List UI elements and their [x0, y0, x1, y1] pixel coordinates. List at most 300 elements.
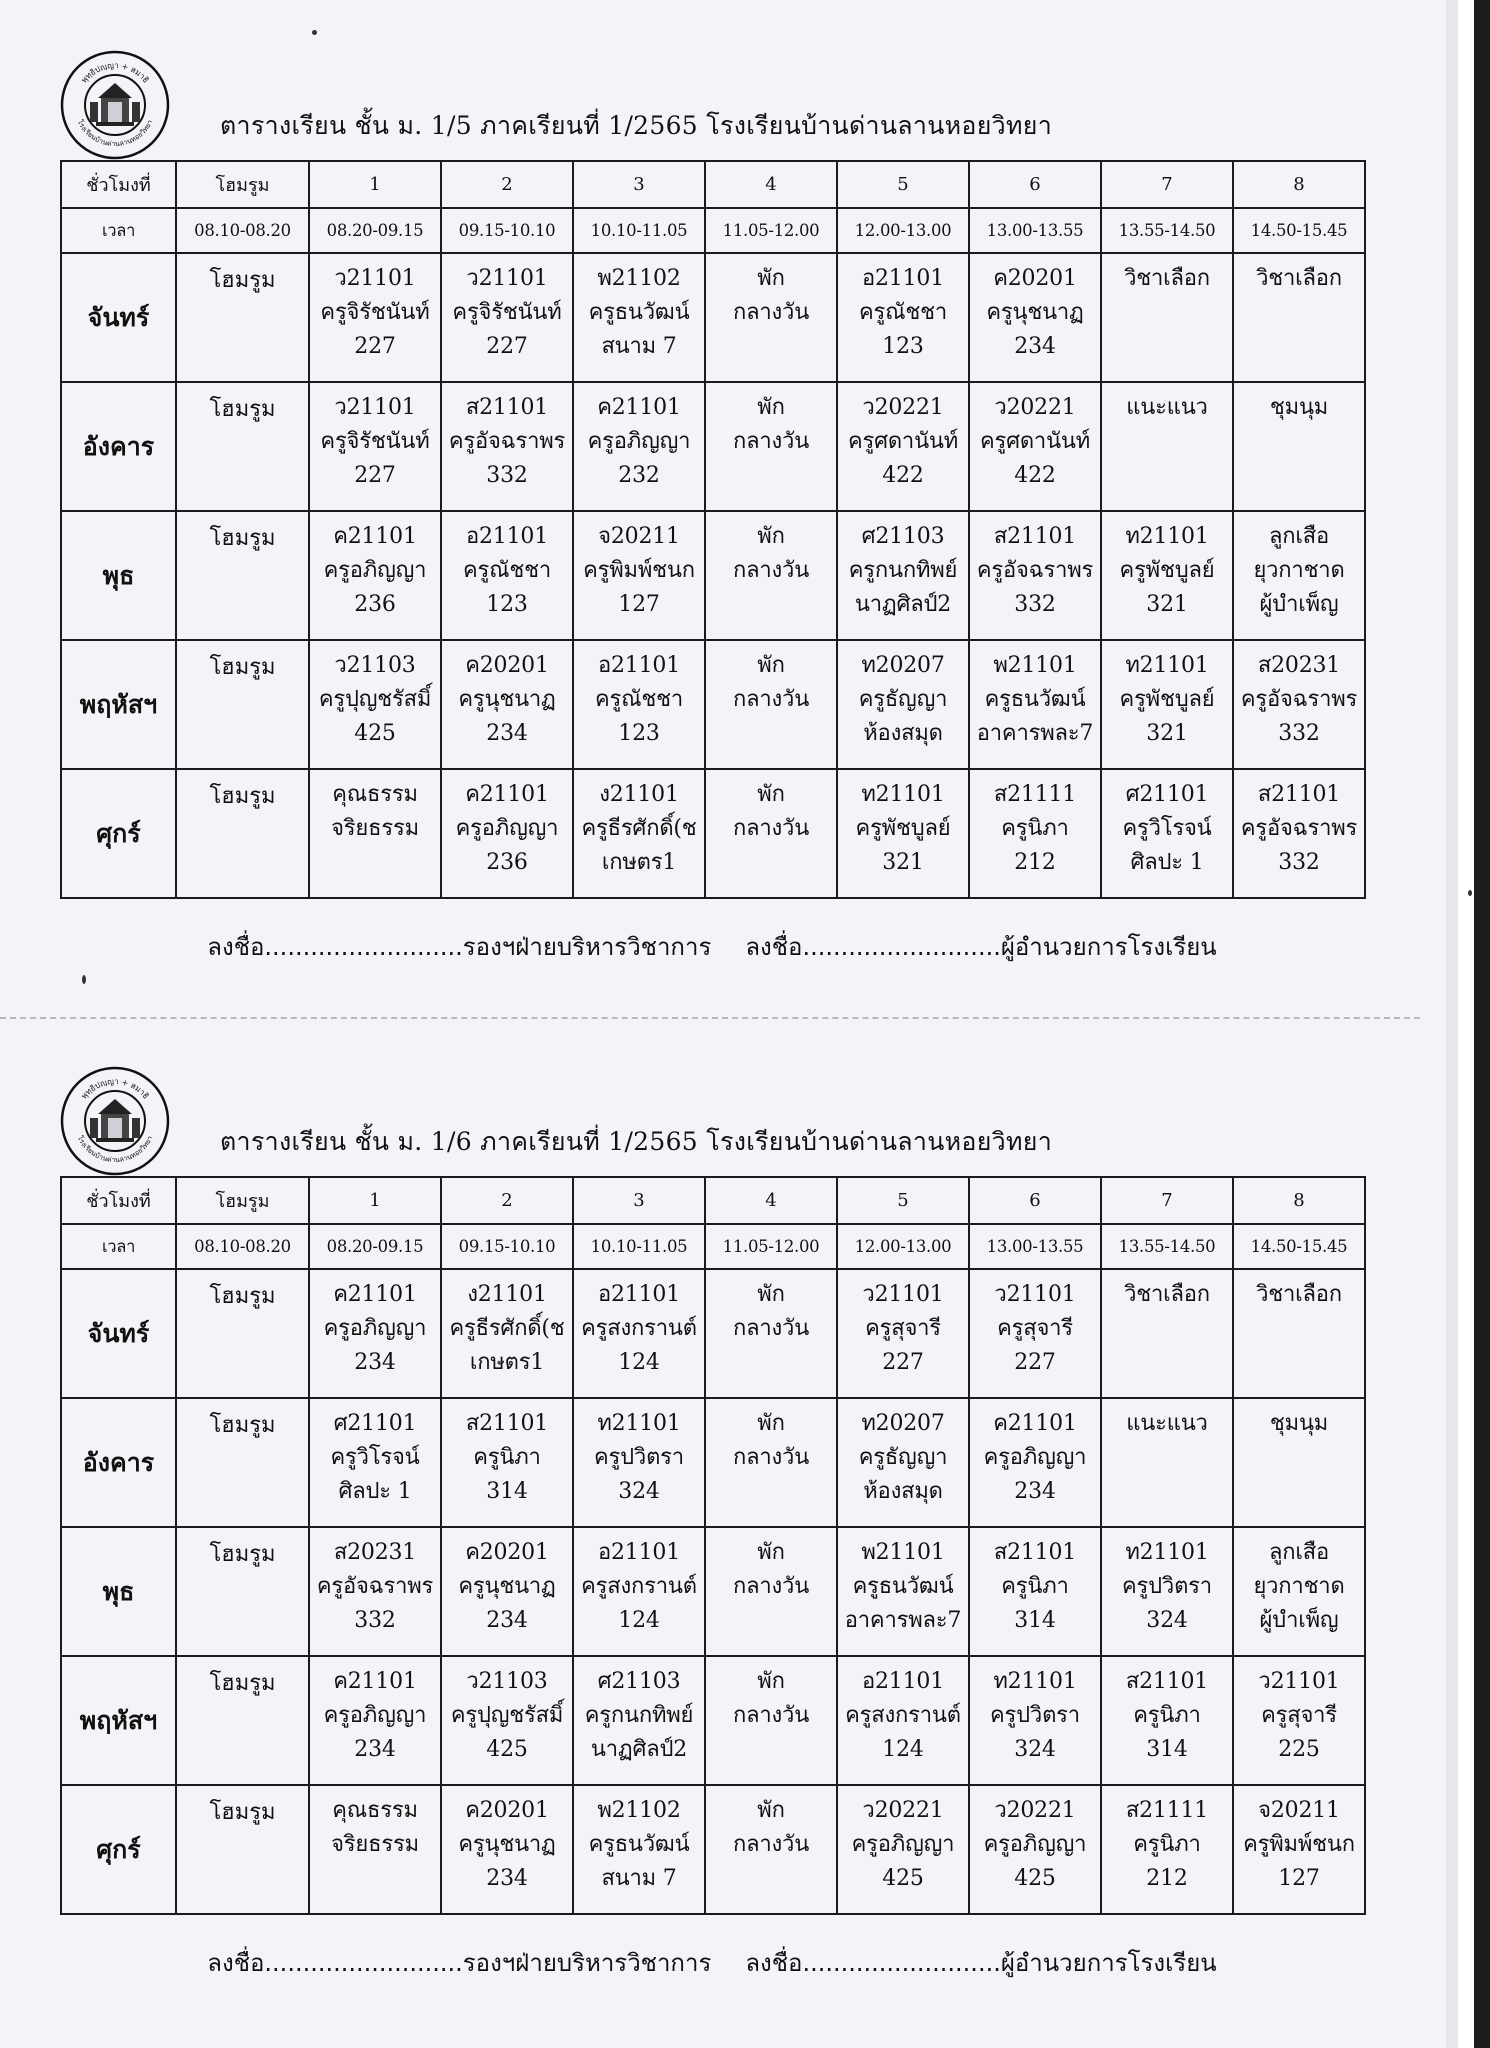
- class-cell: [1233, 253, 1365, 382]
- schedule-header: [60, 50, 1364, 160]
- class-cell: [969, 769, 1101, 898]
- class-cell: [309, 1269, 441, 1398]
- class-cell: [1233, 769, 1365, 898]
- time-cell: 09.15-10.10: [441, 1224, 573, 1269]
- class-cell: [1101, 1398, 1233, 1527]
- class-cell-line: ครูณัชชา: [595, 687, 683, 712]
- class-cell-line: ครูอภิญญา: [455, 816, 559, 841]
- class-cell: [837, 511, 969, 640]
- time-cell: 10.10-11.05: [573, 208, 705, 253]
- class-cell-line: ส21101: [993, 1540, 1077, 1565]
- period-header-cell: 7: [1101, 161, 1233, 208]
- time-cell: 09.15-10.10: [441, 208, 573, 253]
- class-cell-line: ท21101: [861, 782, 945, 807]
- class-cell-line: พัก: [757, 266, 785, 291]
- scan-edge: [1446, 0, 1490, 2048]
- class-cell-line: ผู้บำเพ็ญ: [1259, 592, 1339, 617]
- class-cell: [573, 769, 705, 898]
- class-cell-line: สนาม 7: [601, 1866, 677, 1891]
- class-cell-line: ครูสงกรานต์: [845, 1703, 961, 1728]
- class-cell-line: นาฏศิลป์2: [854, 592, 952, 617]
- class-cell: [573, 1656, 705, 1785]
- class-cell-line: วิชาเลือก: [1124, 1282, 1210, 1307]
- class-cell: [441, 640, 573, 769]
- class-cell: [705, 1269, 837, 1398]
- class-cell: [1101, 1656, 1233, 1785]
- class-cell-line: ง21101: [467, 1282, 547, 1307]
- class-cell-line: 324: [1146, 1608, 1188, 1633]
- signature-academic: ลงชื่อ..........................รองฯฝ่ายบริหารวิชาการ: [207, 1949, 712, 1977]
- class-cell: [1233, 1527, 1365, 1656]
- homeroom-cell: โฮมรูม: [176, 640, 309, 769]
- class-cell-line: กลางวัน: [732, 1574, 810, 1599]
- class-cell-line: ครูกนกทิพย์: [584, 1703, 694, 1728]
- class-cell-line: จริยธรรม: [331, 816, 419, 841]
- class-cell: [837, 382, 969, 511]
- scan-speck: [1468, 890, 1472, 896]
- class-cell-line: ส21101: [465, 395, 549, 420]
- class-cell-line: กลางวัน: [732, 1445, 810, 1470]
- class-cell: [1233, 1656, 1365, 1785]
- class-cell-line: ครูนุชนาฏ: [458, 1832, 556, 1857]
- class-cell-line: ครูนิภา: [1133, 1703, 1201, 1728]
- homeroom-cell: โฮมรูม: [176, 1269, 309, 1398]
- homeroom-cell: โฮมรูม: [176, 1398, 309, 1527]
- homeroom-cell: โฮมรูม: [176, 769, 309, 898]
- period-header-cell: 5: [837, 161, 969, 208]
- svg-text:โรงเรียนบ้านด่านลานหอยวิทยา: โรงเรียนบ้านด่านลานหอยวิทยา: [75, 118, 155, 149]
- class-cell-line: 234: [1014, 334, 1056, 359]
- class-cell-line: 225: [1278, 1737, 1320, 1762]
- class-cell-line: 234: [486, 1608, 528, 1633]
- class-cell-line: พัก: [757, 524, 785, 549]
- class-cell-line: ส21101: [1257, 782, 1341, 807]
- class-cell-line: พัก: [757, 1669, 785, 1694]
- class-cell: [969, 1398, 1101, 1527]
- period-header-cell: โฮมรูม: [176, 161, 309, 208]
- signature-director: ลงชื่อ..........................ผู้อำนวยการโรงเรียน: [745, 933, 1217, 961]
- class-cell-line: ส21101: [1125, 1669, 1209, 1694]
- class-cell: [1233, 640, 1365, 769]
- day-row: [61, 1398, 1365, 1527]
- class-cell-line: ครูปวิตรา: [1122, 1574, 1212, 1599]
- period-header-cell: 6: [969, 161, 1101, 208]
- class-cell-line: 321: [1146, 592, 1188, 617]
- class-cell-line: ครูพัชบูลย์: [1119, 558, 1215, 583]
- class-cell-line: วิชาเลือก: [1256, 266, 1342, 291]
- schedule-title: ตารางเรียน ชั้น ม. 1/5 ภาคเรียนที่ 1/2565 โรงเรียนบ้านด่านลานหอยวิทยา: [220, 111, 1053, 140]
- period-header-cell: 5: [837, 1177, 969, 1224]
- class-cell: [969, 253, 1101, 382]
- school-seal-icon: [60, 1066, 170, 1176]
- class-cell: [1101, 640, 1233, 769]
- class-cell-line: 321: [882, 850, 924, 875]
- class-cell-line: 234: [354, 1350, 396, 1375]
- class-cell: [441, 253, 573, 382]
- class-cell-line: ท21101: [597, 1411, 681, 1436]
- class-cell-line: กลางวัน: [732, 429, 810, 454]
- time-cell: 10.10-11.05: [573, 1224, 705, 1269]
- class-cell-line: จริยธรรม: [331, 1832, 419, 1857]
- time-cell: 14.50-15.45: [1233, 208, 1365, 253]
- class-cell: [441, 511, 573, 640]
- class-cell-line: ส21111: [993, 782, 1077, 807]
- class-cell: [705, 640, 837, 769]
- class-cell: [309, 382, 441, 511]
- cut-line: [0, 1017, 1420, 1019]
- class-cell-line: ครูอัจฉราพร: [976, 558, 1094, 583]
- class-cell-line: ค20201: [465, 1798, 549, 1823]
- class-cell-line: ครูจิรัชนันท์: [452, 300, 562, 325]
- class-cell-line: 425: [882, 1866, 924, 1891]
- class-cell-line: 227: [354, 334, 396, 359]
- class-cell: [309, 1527, 441, 1656]
- class-cell: [837, 640, 969, 769]
- class-cell-line: จ20211: [598, 524, 680, 549]
- period-header-cell: 4: [705, 161, 837, 208]
- class-cell-line: 332: [1014, 592, 1056, 617]
- time-cell: 14.50-15.45: [1233, 1224, 1365, 1269]
- class-cell: [1233, 382, 1365, 511]
- svg-text:พุทฺธิปญฺญา + สมาธิ: พุทฺธิปญฺญา + สมาธิ: [79, 60, 151, 85]
- class-cell-line: ครูอภิญญา: [983, 1445, 1087, 1470]
- class-cell-line: ชุมนุม: [1269, 395, 1329, 420]
- class-cell-line: ครูศดานันท์: [847, 429, 959, 454]
- class-cell-line: พัก: [757, 782, 785, 807]
- class-cell-line: ว21101: [994, 1282, 1076, 1307]
- class-cell: [309, 1785, 441, 1914]
- class-cell: [573, 1785, 705, 1914]
- class-cell: [1233, 511, 1365, 640]
- class-cell-line: ครูอัจฉราพร: [316, 1574, 434, 1599]
- homeroom-cell: โฮมรูม: [176, 382, 309, 511]
- class-cell-line: ครูพิมพ์ชนก: [1243, 1832, 1355, 1857]
- signature-line: [60, 1943, 1364, 1982]
- class-cell-line: 124: [882, 1737, 924, 1762]
- class-cell: [1233, 1398, 1365, 1527]
- period-header-cell: 2: [441, 1177, 573, 1224]
- class-cell-line: 124: [618, 1608, 660, 1633]
- class-cell-line: ครูพัชบูลย์: [1119, 687, 1215, 712]
- class-cell-line: ท21101: [1125, 524, 1209, 549]
- class-cell-line: ครูสุจารี: [865, 1316, 941, 1341]
- schedule-m1-6: [60, 1066, 1364, 1982]
- class-cell-line: 314: [1146, 1737, 1188, 1762]
- class-cell-line: ครูปวิตรา: [990, 1703, 1080, 1728]
- class-cell: [705, 511, 837, 640]
- class-cell-line: จ20211: [1258, 1798, 1340, 1823]
- class-cell-line: ครูนิภา: [1001, 816, 1069, 841]
- class-cell-line: ศ21101: [1125, 782, 1209, 807]
- class-cell-line: ค20201: [465, 1540, 549, 1565]
- class-cell-line: ครูธัญญา: [858, 687, 948, 712]
- class-cell-line: ครูอภิญญา: [323, 1703, 427, 1728]
- class-cell-line: คุณธรรม: [332, 782, 418, 807]
- day-name: ศุกร์: [61, 769, 176, 898]
- class-cell: [309, 1398, 441, 1527]
- class-cell-line: ยุวกาชาด: [1253, 558, 1345, 583]
- svg-text:พุทฺธิปญฺญา + สมาธิ: พุทฺธิปญฺญา + สมาธิ: [79, 1076, 151, 1101]
- class-cell-line: 227: [486, 334, 528, 359]
- class-cell: [969, 1527, 1101, 1656]
- day-name: อังคาร: [61, 1398, 176, 1527]
- class-cell: [309, 769, 441, 898]
- class-cell-line: พัก: [757, 653, 785, 678]
- class-cell-line: ครูณัชชา: [463, 558, 551, 583]
- period-header-row: [61, 1177, 1365, 1224]
- homeroom-cell: โฮมรูม: [176, 1785, 309, 1914]
- class-cell: [441, 769, 573, 898]
- class-cell-line: อ21101: [598, 1540, 680, 1565]
- class-cell-line: ท21101: [1125, 1540, 1209, 1565]
- class-cell-line: พัก: [757, 1798, 785, 1823]
- class-cell-line: ครูอภิญญา: [851, 1832, 955, 1857]
- day-row: [61, 640, 1365, 769]
- class-cell-line: ค21101: [333, 1669, 417, 1694]
- period-header-cell: 1: [309, 1177, 441, 1224]
- class-cell-line: ศิลปะ 1: [1130, 850, 1204, 875]
- time-cell: เวลา: [61, 1224, 176, 1269]
- period-header-cell: ชั่วโมงที่: [61, 1177, 176, 1224]
- class-cell-line: กลางวัน: [732, 687, 810, 712]
- class-cell-line: นาฏศิลป์2: [590, 1737, 688, 1762]
- class-cell: [837, 253, 969, 382]
- scan-speck: [82, 975, 86, 984]
- signature-director: ลงชื่อ..........................ผู้อำนวยการโรงเรียน: [745, 1949, 1217, 1977]
- class-cell-line: พ21102: [597, 1798, 681, 1823]
- class-cell-line: ครูอภิญญา: [323, 558, 427, 583]
- class-cell: [441, 1269, 573, 1398]
- time-row: [61, 208, 1365, 253]
- class-cell-line: แนะแนว: [1126, 395, 1208, 420]
- class-cell-line: ครูกนกทิพย์: [848, 558, 958, 583]
- class-cell: [837, 769, 969, 898]
- class-cell-line: ครูวิโรจน์: [1122, 816, 1212, 841]
- class-cell-line: ครูอัจฉราพร: [1240, 687, 1358, 712]
- time-cell: 13.55-14.50: [1101, 208, 1233, 253]
- class-cell-line: ค21101: [465, 782, 549, 807]
- class-cell-line: แนะแนว: [1126, 1411, 1208, 1436]
- class-cell: [705, 1527, 837, 1656]
- class-cell-line: กลางวัน: [732, 1832, 810, 1857]
- class-cell: [1101, 511, 1233, 640]
- homeroom-cell: โฮมรูม: [176, 253, 309, 382]
- class-cell-line: 324: [1014, 1737, 1056, 1762]
- class-cell-line: ครูธนวัฒน์: [588, 300, 690, 325]
- class-cell-line: 332: [1278, 850, 1320, 875]
- day-row: [61, 511, 1365, 640]
- day-row: [61, 1785, 1365, 1914]
- class-cell: [573, 1527, 705, 1656]
- class-cell: [1233, 1269, 1365, 1398]
- class-cell-line: พ21102: [597, 266, 681, 291]
- class-cell: [1101, 253, 1233, 382]
- class-cell-line: ครูธนวัฒน์: [984, 687, 1086, 712]
- day-name: อังคาร: [61, 382, 176, 511]
- class-cell: [969, 1656, 1101, 1785]
- class-cell: [969, 1785, 1101, 1914]
- class-cell-line: อาคารพละ7: [976, 721, 1094, 746]
- class-cell-line: ครูสงกรานต์: [581, 1574, 697, 1599]
- day-name: พุธ: [61, 511, 176, 640]
- period-header-row: [61, 161, 1365, 208]
- class-cell-line: ครูนิภา: [1133, 1832, 1201, 1857]
- class-cell-line: 212: [1146, 1866, 1188, 1891]
- day-row: [61, 769, 1365, 898]
- class-cell-line: กลางวัน: [732, 300, 810, 325]
- class-cell-line: 232: [618, 463, 660, 488]
- signature-line: [60, 927, 1364, 966]
- class-cell: [969, 511, 1101, 640]
- class-cell-line: 321: [1146, 721, 1188, 746]
- scan-speck: [312, 30, 317, 35]
- class-cell-line: 227: [1014, 1350, 1056, 1375]
- class-cell: [705, 382, 837, 511]
- class-cell-line: ครูนุชนาฏ: [458, 687, 556, 712]
- day-name: พุธ: [61, 1527, 176, 1656]
- time-cell: 12.00-13.00: [837, 208, 969, 253]
- class-cell-line: ว21101: [862, 1282, 944, 1307]
- class-cell: [1101, 769, 1233, 898]
- class-cell-line: ค21101: [333, 524, 417, 549]
- class-cell-line: ว20221: [994, 395, 1076, 420]
- class-cell-line: ท20207: [861, 653, 945, 678]
- period-header-cell: 3: [573, 161, 705, 208]
- timetable: [60, 160, 1366, 899]
- class-cell: [441, 1656, 573, 1785]
- class-cell-line: ครูอัจฉราพร: [1240, 816, 1358, 841]
- class-cell-line: ส20231: [1257, 653, 1341, 678]
- class-cell-line: ครูธนวัฒน์: [852, 1574, 954, 1599]
- class-cell-line: 236: [354, 592, 396, 617]
- class-cell-line: ว21103: [334, 653, 416, 678]
- class-cell: [837, 1398, 969, 1527]
- class-cell-line: คุณธรรม: [332, 1798, 418, 1823]
- class-cell-line: กลางวัน: [732, 1316, 810, 1341]
- homeroom-cell: โฮมรูม: [176, 511, 309, 640]
- schedule-m1-5: [60, 50, 1364, 966]
- class-cell-line: พัก: [757, 1411, 785, 1436]
- class-cell-line: ครูอภิญญา: [587, 429, 691, 454]
- class-cell-line: ส21101: [993, 524, 1077, 549]
- class-cell-line: ครูปุญชรัสมิ์: [450, 1703, 564, 1728]
- class-cell-line: ครูธีรศักดิ์(ช: [449, 1316, 565, 1341]
- class-cell-line: เกษตร1: [469, 1350, 545, 1375]
- class-cell-line: ว21101: [334, 395, 416, 420]
- schedule-header: [60, 1066, 1364, 1176]
- class-cell-line: ศิลปะ 1: [338, 1479, 412, 1504]
- svg-text:โรงเรียนบ้านด่านลานหอยวิทยา: โรงเรียนบ้านด่านลานหอยวิทยา: [75, 1134, 155, 1165]
- class-cell-line: ง21101: [599, 782, 679, 807]
- class-cell-line: ครูจิรัชนันท์: [320, 429, 430, 454]
- class-cell-line: เกษตร1: [601, 850, 677, 875]
- class-cell-line: วิชาเลือก: [1124, 266, 1210, 291]
- class-cell-line: พ21101: [861, 1540, 945, 1565]
- time-cell: 11.05-12.00: [705, 1224, 837, 1269]
- class-cell-line: 212: [1014, 850, 1056, 875]
- class-cell-line: ครูพิมพ์ชนก: [583, 558, 695, 583]
- class-cell: [837, 1785, 969, 1914]
- day-name: จันทร์: [61, 1269, 176, 1398]
- class-cell-line: 422: [882, 463, 924, 488]
- class-cell-line: 234: [1014, 1479, 1056, 1504]
- homeroom-cell: โฮมรูม: [176, 1527, 309, 1656]
- class-cell-line: 314: [486, 1479, 528, 1504]
- class-cell-line: ห้องสมุด: [863, 721, 943, 746]
- class-cell-line: ครูสงกรานต์: [581, 1316, 697, 1341]
- class-cell-line: ครูสุจารี: [997, 1316, 1073, 1341]
- class-cell: [837, 1527, 969, 1656]
- class-cell-line: 425: [486, 1737, 528, 1762]
- day-name: พฤหัสฯ: [61, 1656, 176, 1785]
- day-row: [61, 382, 1365, 511]
- class-cell-line: พ21101: [993, 653, 1077, 678]
- time-cell: เวลา: [61, 208, 176, 253]
- class-cell: [309, 1656, 441, 1785]
- time-cell: 08.10-08.20: [176, 208, 309, 253]
- class-cell-line: กลางวัน: [732, 558, 810, 583]
- class-cell-line: อ21101: [598, 653, 680, 678]
- class-cell-line: ส21101: [465, 1411, 549, 1436]
- class-cell: [573, 1269, 705, 1398]
- class-cell-line: ศ21103: [597, 1669, 681, 1694]
- class-cell: [705, 769, 837, 898]
- period-header-cell: 2: [441, 161, 573, 208]
- class-cell-line: 425: [354, 721, 396, 746]
- class-cell-line: 236: [486, 850, 528, 875]
- class-cell-line: พัก: [757, 1540, 785, 1565]
- class-cell: [1101, 1269, 1233, 1398]
- class-cell-line: ครูจิรัชนันท์: [320, 300, 430, 325]
- class-cell-line: 127: [618, 592, 660, 617]
- class-cell-line: ชุมนุม: [1269, 1411, 1329, 1436]
- class-cell-line: 332: [1278, 721, 1320, 746]
- class-cell-line: ครูธนวัฒน์: [588, 1832, 690, 1857]
- class-cell-line: อ21101: [598, 1282, 680, 1307]
- class-cell: [573, 640, 705, 769]
- class-cell: [837, 1656, 969, 1785]
- class-cell-line: ครูอัจฉราพร: [448, 429, 566, 454]
- class-cell-line: พัก: [757, 395, 785, 420]
- class-cell-line: อ21101: [466, 524, 548, 549]
- class-cell-line: ครูนุชนาฏ: [458, 1574, 556, 1599]
- class-cell-line: ครูธีรศักดิ์(ช: [581, 816, 697, 841]
- class-cell-line: ลูกเสือ: [1269, 524, 1329, 549]
- class-cell-line: ส20231: [333, 1540, 417, 1565]
- class-cell-line: ครูวิโรจน์: [330, 1445, 420, 1470]
- class-cell: [969, 640, 1101, 769]
- period-header-cell: 3: [573, 1177, 705, 1224]
- period-header-cell: 8: [1233, 1177, 1365, 1224]
- time-cell: 08.20-09.15: [309, 1224, 441, 1269]
- class-cell-line: ครูนิภา: [473, 1445, 541, 1470]
- class-cell-line: ท21101: [993, 1669, 1077, 1694]
- class-cell-line: ค20201: [993, 266, 1077, 291]
- class-cell-line: กลางวัน: [732, 1703, 810, 1728]
- class-cell-line: ว21101: [466, 266, 548, 291]
- class-cell-line: ว21101: [1258, 1669, 1340, 1694]
- class-cell: [969, 382, 1101, 511]
- class-cell-line: 324: [618, 1479, 660, 1504]
- class-cell: [1101, 1527, 1233, 1656]
- class-cell-line: ครูศดานันท์: [979, 429, 1091, 454]
- class-cell-line: ครูธัญญา: [858, 1445, 948, 1470]
- class-cell-line: ลูกเสือ: [1269, 1540, 1329, 1565]
- class-cell: [837, 1269, 969, 1398]
- class-cell-line: ว21101: [334, 266, 416, 291]
- class-cell-line: 227: [354, 463, 396, 488]
- class-cell-line: ท21101: [1125, 653, 1209, 678]
